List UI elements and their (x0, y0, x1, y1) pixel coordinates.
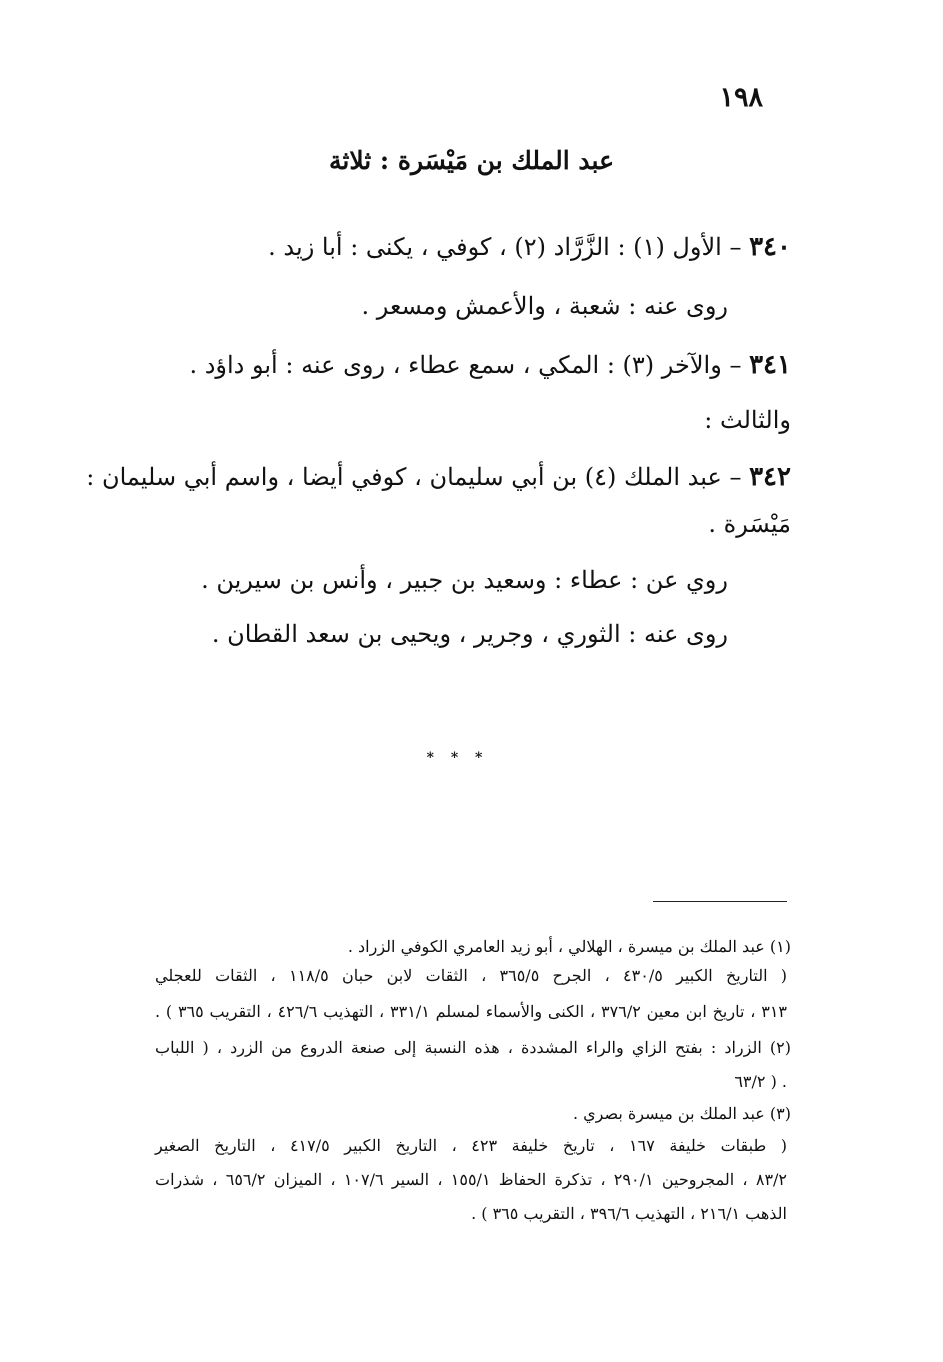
footnote-3-line-4: الذهب ٢١٦/١ ، التهذيب ٣٩٦/٦ ، التقريب ٣٦٥ ) . (471, 1204, 787, 1223)
section-separator: * * * (426, 750, 489, 766)
entry-number: ٣٤١ (749, 350, 791, 380)
entry-341-line-1 (189, 350, 791, 380)
entry-342-line-3: روي عن : عطاء : وسعيد بن جبير ، وأنس بن سيرين . (201, 566, 728, 594)
entry-text: – الأول (١) : الزَّرَّاد (٢) ، كوفي ، يكنى : أبا زيد . (268, 233, 742, 261)
footnote-2-line-2: ٦٣/٢ ) . (734, 1072, 787, 1091)
entry-341-line-2: والثالث : (704, 406, 791, 434)
footnote-1-line-1: (١) عبد الملك بن ميسرة ، الهلالي ، أبو زيد العامري الكوفي الزراد . (347, 937, 791, 956)
footnote-3-line-2: ( طبقات خليفة ١٦٧ ، تاريخ خليفة ٤٢٣ ، التاريخ الكبير ٤١٧/٥ ، التاريخ الصغير (155, 1136, 788, 1155)
entry-number: ٣٤٢ (749, 462, 791, 492)
footnote-2-line-1: (٢) الزراد : بفتح الزاي والراء المشددة ، هذه النسبة إلى صنعة الدروع من الزرد ، ( اللباب (155, 1038, 791, 1057)
entry-342-line-2: مَيْسَرة . (708, 510, 791, 538)
entry-342-line-1 (86, 462, 791, 492)
footnote-1-line-3: ٣١٣ ، تاريخ ابن معين ٣٧٦/٢ ، الكنى والأسماء لمسلم ٣٣١/١ ، التهذيب ٤٢٦/٦ ، التقريب ٣٦٥ ) . (155, 1002, 788, 1021)
entry-340-line-1 (268, 232, 791, 262)
entry-342-line-4: روى عنه : الثوري ، وجرير ، ويحيى بن سعد القطان . (211, 620, 728, 648)
entry-text: – والآخر (٣) : المكي ، سمع عطاء ، روى عنه : أبو داؤد . (189, 351, 742, 379)
page-number: ١٩٨ (719, 82, 763, 113)
entry-340-line-2: روى عنه : شعبة ، والأعمش ومسعر . (361, 292, 728, 320)
footnote-3-line-1: (٣) عبد الملك بن ميسرة بصري . (572, 1104, 791, 1123)
entry-text: – عبد الملك (٤) بن أبي سليمان ، كوفي أيضا ، واسم أبي سليمان : (86, 463, 742, 491)
footnote-1-line-2: ( التاريخ الكبير ٤٣٠/٥ ، الجرح ٣٦٥/٥ ، الثقات لابن حبان ١١٨/٥ ، الثقات للعجلي (155, 966, 788, 985)
footnote-3-line-3: ٨٣/٢ ، المجروحين ٢٩٠/١ ، تذكرة الحفاظ ١٥٥/١ ، السير ١٠٧/٦ ، الميزان ٦٥٦/٢ ، شذرات (155, 1170, 788, 1189)
section-heading: عبد الملك بن مَيْسَرة : ثلاثة (328, 146, 615, 175)
entry-number: ٣٤٠ (749, 232, 791, 262)
footnote-rule (653, 901, 787, 902)
